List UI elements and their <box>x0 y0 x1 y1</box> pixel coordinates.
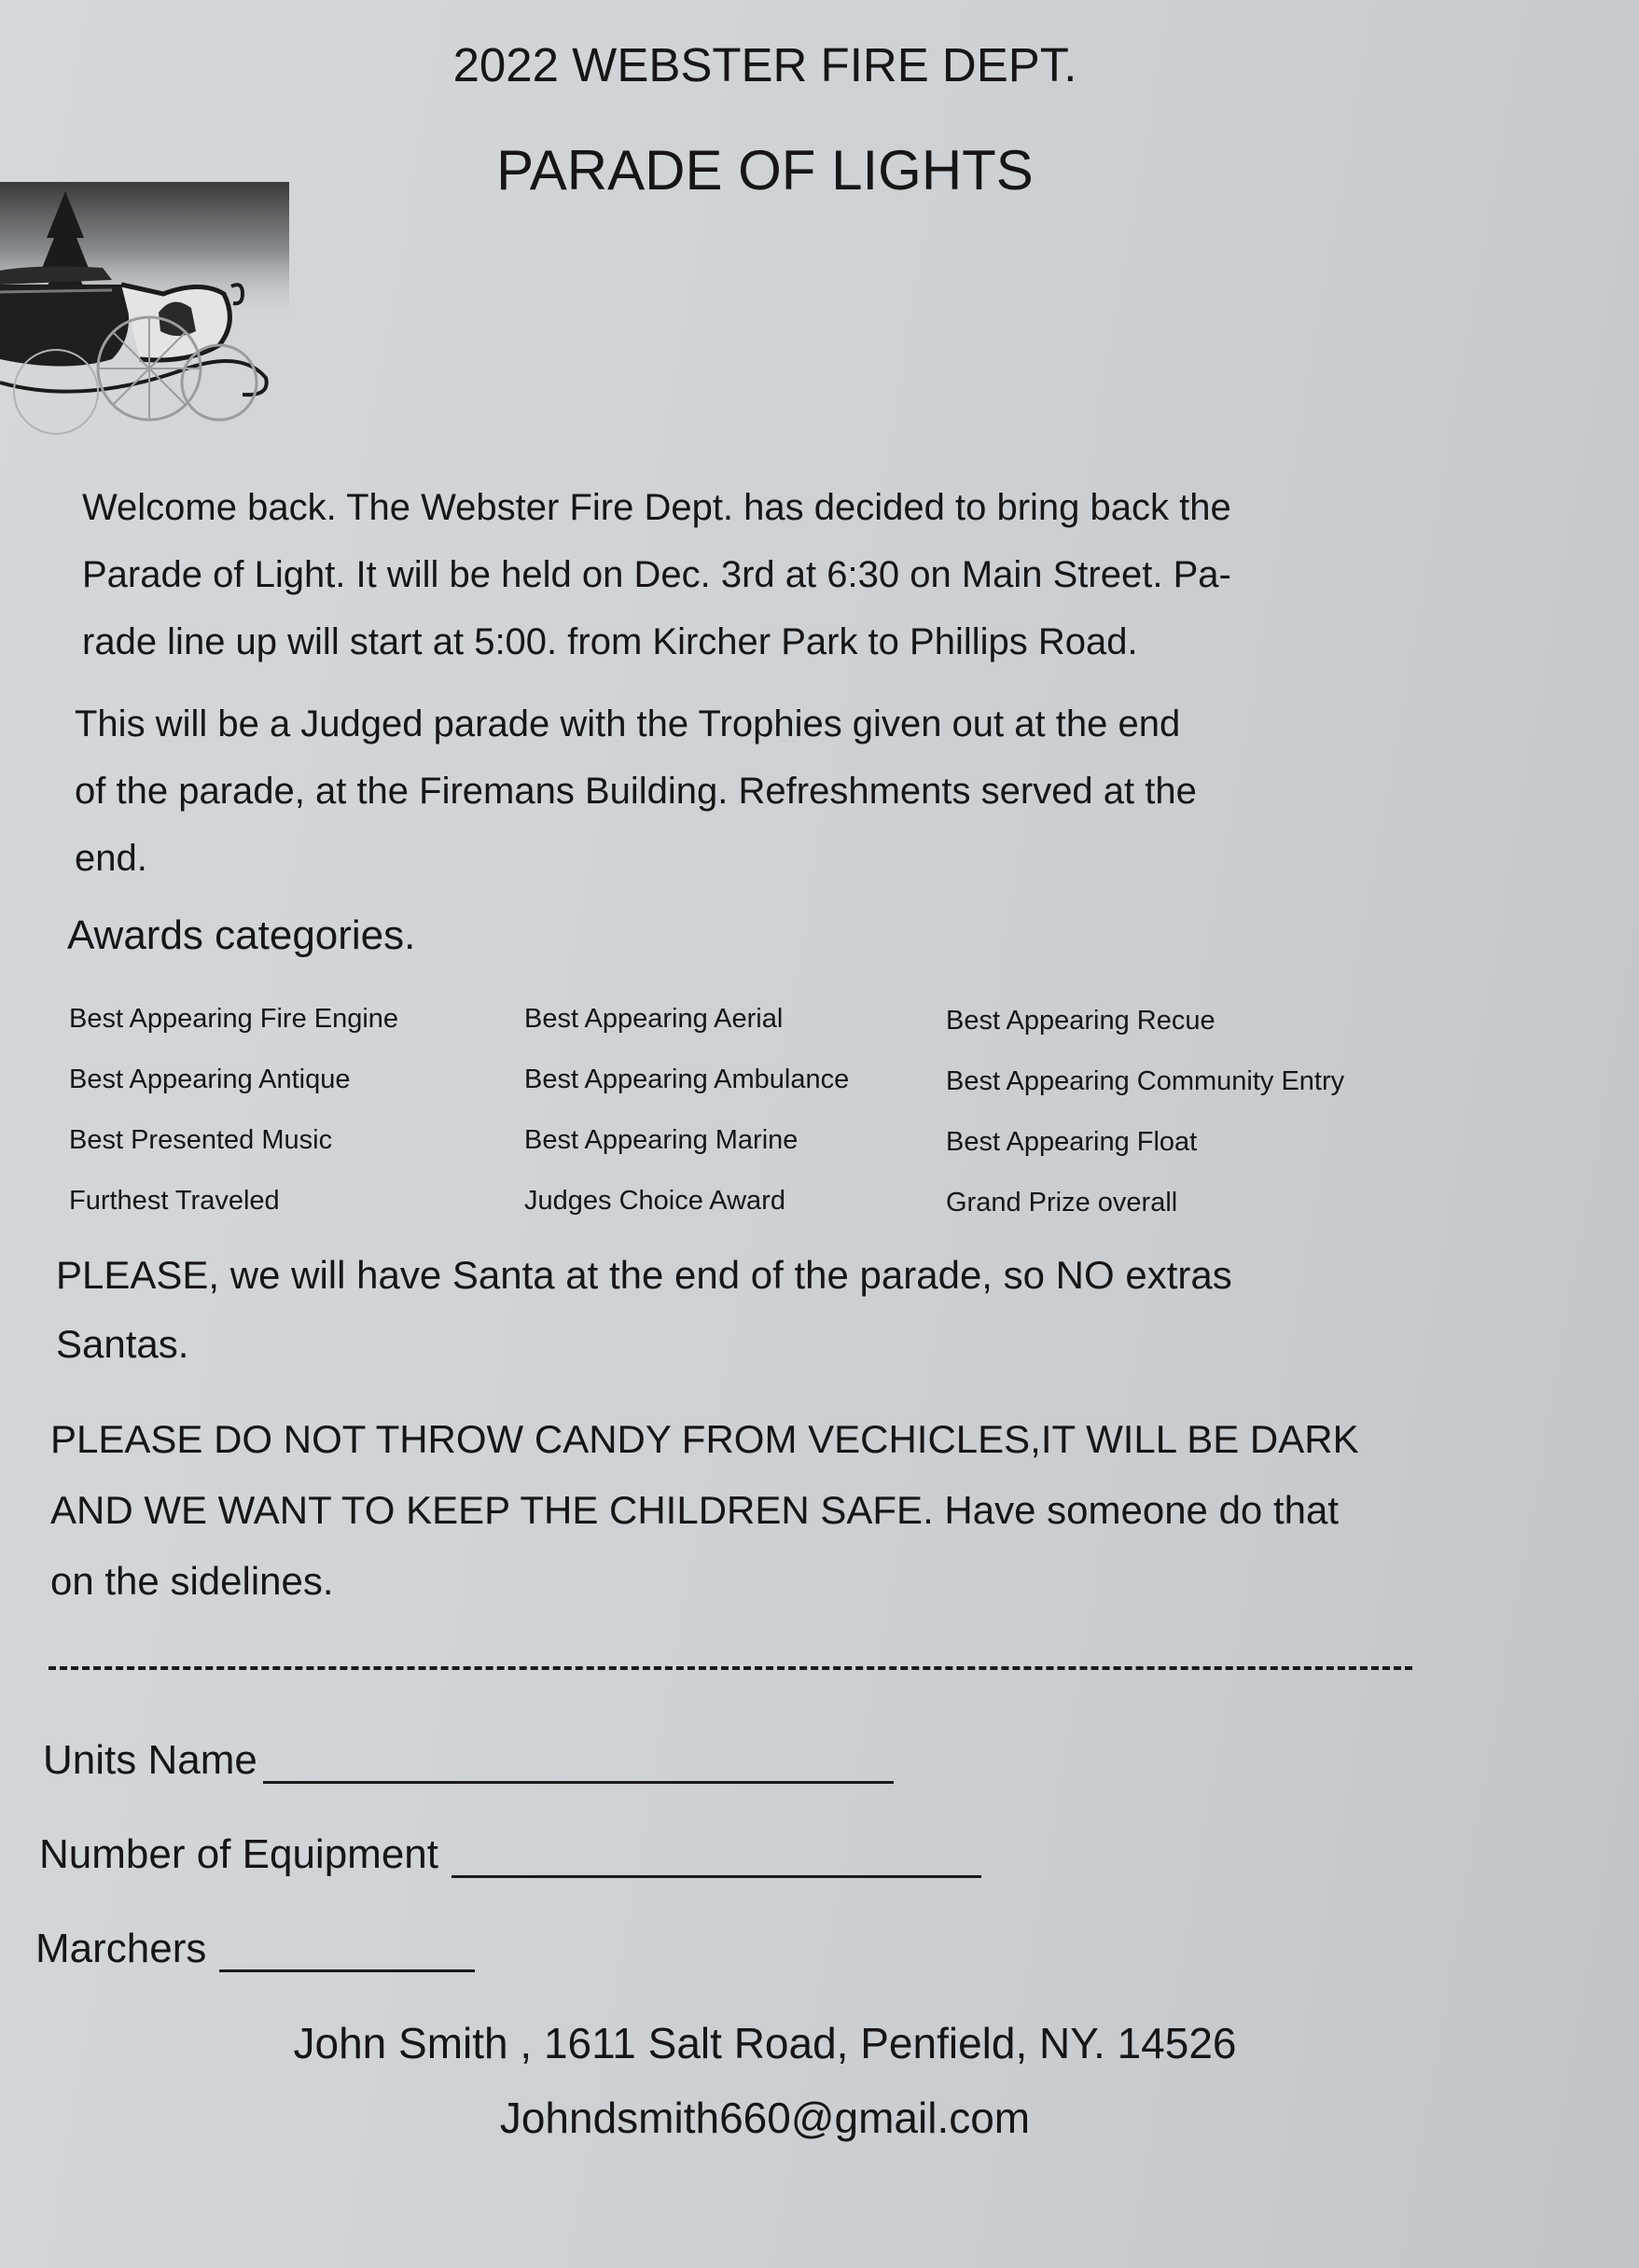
text-line: on the sidelines. <box>50 1559 334 1603</box>
awards-column-2 <box>524 989 849 1231</box>
text-line: AND WE WANT TO KEEP THE CHILDREN SAFE. Have someone do that <box>50 1488 1340 1532</box>
text-line: Welcome back. The Webster Fire Dept. has decided to bring back the <box>82 487 1231 528</box>
marchers-blank[interactable] <box>219 1932 475 1972</box>
title-event: PARADE OF LIGHTS <box>496 139 1034 202</box>
contact-address: John Smith , 1611 Salt Road, Penfield, NY. 14526 <box>293 2019 1237 2067</box>
award-item: Grand Prize overall <box>946 1188 1178 1217</box>
text-line: Parade of Light. It will be held on Dec. 3rd at 6:30 on Main Street. Pa- <box>82 554 1231 595</box>
text-line: of the parade, at the Firemans Building. Refreshments served at the <box>75 771 1197 812</box>
title-organization: 2022 WEBSTER FIRE DEPT. <box>452 38 1077 91</box>
award-item: Best Appearing Float <box>946 1127 1198 1157</box>
award-item: Best Presented Music <box>69 1125 333 1155</box>
award-item: Judges Choice Award <box>524 1186 785 1216</box>
award-item: Best Appearing Fire Engine <box>69 1004 399 1034</box>
equipment-blank[interactable] <box>451 1838 981 1878</box>
units-name-label: Units Name <box>43 1737 257 1783</box>
equipment-label: Number of Equipment <box>39 1831 438 1877</box>
award-item: Best Appearing Aerial <box>524 1004 784 1034</box>
award-item: Best Appearing Ambulance <box>524 1064 850 1094</box>
text-line: PLEASE DO NOT THROW CANDY FROM VECHICLES,IT WILL BE DARK <box>50 1417 1359 1461</box>
award-item: Best Appearing Marine <box>524 1125 799 1155</box>
units-name-blank[interactable] <box>263 1744 894 1784</box>
sleigh-illustration <box>0 182 289 443</box>
text-line: PLEASE, we will have Santa at the end of the parade, so NO extras <box>56 1253 1232 1297</box>
intro-paragraph-1 <box>82 474 1231 675</box>
marchers-label: Marchers <box>35 1926 207 1971</box>
text-line: Santas. <box>56 1322 189 1366</box>
text-line: This will be a Judged parade with the Trophies given out at the end <box>75 703 1181 744</box>
award-item: Furthest Traveled <box>69 1186 280 1216</box>
candy-note <box>50 1404 1359 1617</box>
text-line: end. <box>75 838 147 879</box>
dashed-separator <box>49 1666 1412 1670</box>
awards-column-3 <box>946 991 1344 1233</box>
equipment-field <box>39 1831 981 1878</box>
text-line: rade line up will start at 5:00. from Kircher Park to Phillips Road. <box>82 621 1138 662</box>
units-name-field <box>43 1737 894 1784</box>
santa-note <box>56 1241 1232 1379</box>
award-item: Best Appearing Antique <box>69 1064 351 1094</box>
marchers-field <box>35 1926 475 1972</box>
award-item: Best Appearing Recue <box>946 1006 1215 1036</box>
awards-heading: Awards categories. <box>67 912 416 958</box>
contact-email: Johndsmith660@gmail.com <box>499 2094 1031 2142</box>
awards-column-1 <box>69 989 398 1231</box>
award-item: Best Appearing Community Entry <box>946 1066 1345 1096</box>
intro-paragraph-2 <box>75 690 1197 892</box>
